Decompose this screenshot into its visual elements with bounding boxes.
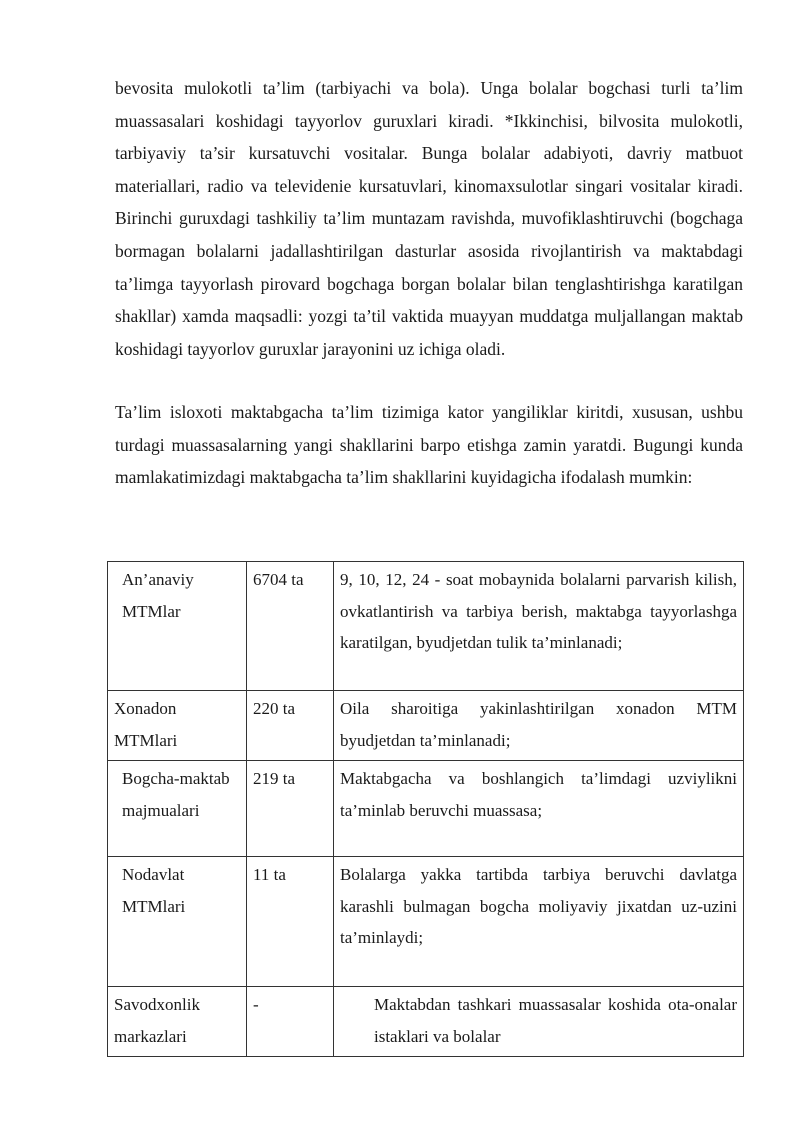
table-row: [108, 761, 744, 857]
cell-description: Bolalarga yakka tartibda tarbiya beruvchi davlatga karashli bulmagan bogcha moliyaviy jixatdan uz-uzini ta’minlaydi;: [334, 857, 744, 987]
cell-description: 9, 10, 12, 24 - soat mobaynida bolalarni parvarish kilish, ovkatlantirish va tarbiya berish, maktabga tayyorlashga karatilgan, byudjetdan tulik ta’minlanadi;: [334, 562, 744, 691]
cell-count: 219 ta: [247, 761, 334, 857]
preschool-forms-table: [107, 561, 744, 1057]
cell-type: An’anaviy MTMlar: [108, 562, 247, 691]
paragraph-2: Ta’lim isloxoti maktabgacha ta’lim tizimiga kator yangiliklar kiritdi, xususan, ushbu turdagi muassasalarning yangi shakllarini barpo etishga zamin yaratdi. Bugungi kunda mamlakatimizdagi maktabgacha ta’lim shakllarini kuyidagicha ifodalash mumkin:: [115, 402, 743, 488]
cell-count: 6704 ta: [247, 562, 334, 691]
cell-description: Maktabgacha va boshlangich ta’limdagi uzviylikni ta’minlab beruvchi muassasa;: [334, 761, 744, 857]
cell-count: -: [247, 987, 334, 1057]
paragraph-1: bevosita mulokotli ta’lim (tarbiyachi va bola). Unga bolalar bogchasi turli ta’lim muassasalari koshidagi tayyorlov guruxlari kiradi. *Ikkinchisi, bilvosita mulokotli, tarbiyaviy ta’sir kursatuvchi vositalar. Bunga bolalar adabiyoti, davriy matbuot materiallari, radio va televidenie kursatuvlari, kinomaxsulotlar singari vositalar kiradi. Birinchi guruxdagi tashkiliy ta’lim muntazam ravishda, muvofiklashtiruvchi (bogchaga bormagan bolalarni jadallashtirilgan dasturlar asosida rivojlantirish va maktabdagi ta’limga tayyorlash pirovard bogchaga borgan bolalar bilan tenglashtirishga karatilgan shakllar) xamda maqsadli: yozgi ta’til vaktida muayyan muddatga muljallangan maktab koshidagi tayyorlov guruxlar jarayonini uz ichiga oladi.: [115, 78, 743, 359]
table-row: [108, 987, 744, 1057]
cell-count: 220 ta: [247, 691, 334, 761]
cell-count: 11 ta: [247, 857, 334, 987]
cell-type: Nodavlat MTMlari: [108, 857, 247, 987]
cell-type: Savodxonlik markazlari: [108, 987, 247, 1057]
table-row: [108, 562, 744, 691]
cell-type: Xonadon MTMlari: [108, 691, 247, 761]
cell-description: Oila sharoitiga yakinlashtirilgan xonadon MTM byudjetdan ta’minlanadi;: [334, 691, 744, 761]
table-row: [108, 857, 744, 987]
table-row: [108, 691, 744, 761]
cell-type: Bogcha-maktab majmualari: [108, 761, 247, 857]
cell-description: Maktabdan tashkari muassasalar koshida ota-onalar istaklari va bolalar: [334, 987, 744, 1057]
